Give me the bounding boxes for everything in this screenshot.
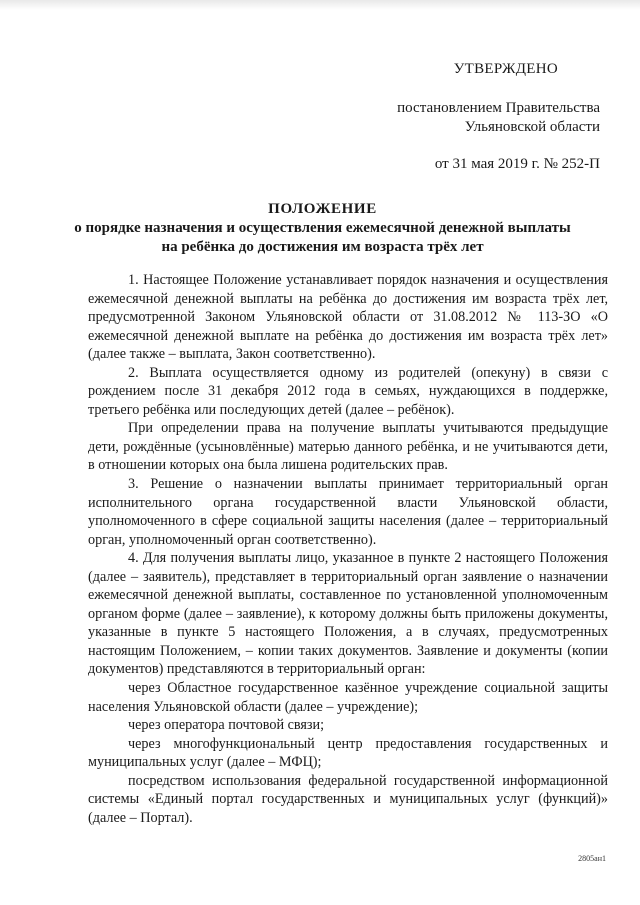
paragraph: При определении права на получение выплаты учитываются предыдущие дети, рождённые (усыновлённые) матерью данного ребёнка, и не учитываются дети, в отношении которых она была лишена родительских прав. — [88, 420, 608, 474]
approval-block — [360, 60, 600, 174]
document-heading — [60, 200, 585, 257]
document-body — [88, 271, 608, 827]
paragraph: посредством использования федеральной государственной информационной системы «Единый портал государственных и муниципальных услуг (функций)» (далее – Портал). — [88, 772, 608, 826]
paragraph: через многофункциональный центр предоставления государственных и муниципальных услуг (далее – МФЦ); — [88, 735, 608, 771]
paragraph: через оператора почтовой связи; — [128, 717, 325, 734]
document-subtitle: о порядке назначения и осуществления ежемесячной денежной выплаты — [74, 220, 571, 236]
paragraph: 1. Настоящее Положение устанавливает порядок назначения и осуществления ежемесячной денежной выплаты на ребёнка до достижения им возраста трёх лет, предусмотренной Законом Ульяновской области от 31.08.2012 № 113-ЗО «О ежемесячной денежной выплате на ребёнка до достижения им возраста трёх лет» (далее также – выплата, Закон соответственно). — [88, 272, 608, 363]
approval-stamp: УТВЕРЖДЕНО — [453, 61, 558, 77]
paragraph: 4. Для получения выплаты лицо, указанное в пункте 2 настоящего Положения (далее – заявитель), представляет в территориальный орган заявление о назначении ежемесячной денежной выплаты, составленное по установленной уполномоченным органом форме (далее – заявление), к которому должны быть приложены документы, указанные в пункте 5 настоящего Положения, а в случаях, предусмотренных настоящим Положением, – копии таких документов. Заявление и документы (копии документов) представляются в территориальный орган: — [88, 550, 608, 678]
paragraph: через Областное государственное казённое учреждение социальной защиты населения Ульяновской области (далее – учреждение); — [88, 680, 608, 715]
scan-edge — [0, 0, 640, 10]
footer-code: 2805ан1 — [578, 854, 606, 863]
document-title: ПОЛОЖЕНИЕ — [268, 201, 377, 217]
paragraph: 2. Выплата осуществляется одному из родителей (опекуну) в связи с рождением после 31 декабря 2012 года в семьях, нуждающихся в поддержке, третьего ребёнка или последующих детей (далее – ребёнок). — [88, 364, 608, 418]
approval-date: от 31 мая 2019 г. № 252-П — [434, 156, 600, 172]
document-subtitle: на ребёнка до достижения им возраста трёх лет — [161, 239, 484, 255]
approval-line: Ульяновской области — [464, 119, 600, 135]
approval-line: постановлением Правительства — [397, 100, 600, 116]
paragraph: 3. Решение о назначении выплаты принимает территориальный орган исполнительного органа государственной власти Ульяновской области, уполномоченного в сфере социальной защиты населения (далее – территориальный орган, уполномоченный орган соответственно). — [88, 476, 608, 548]
